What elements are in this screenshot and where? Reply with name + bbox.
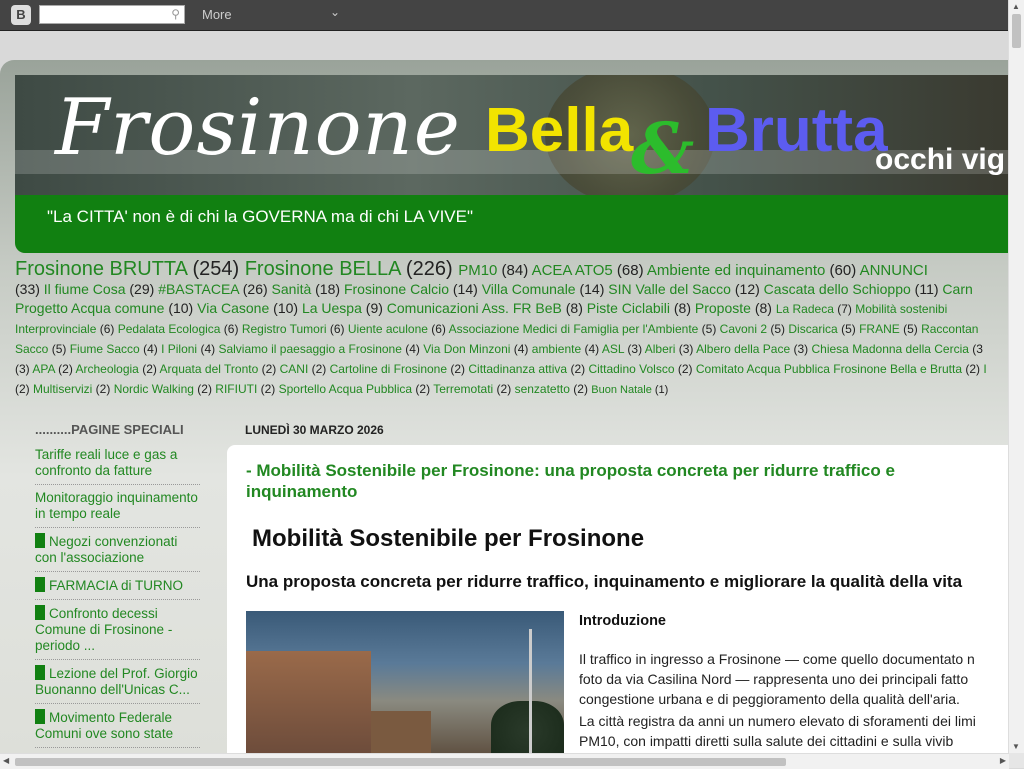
label-row — [15, 379, 1009, 400]
post-text-line: La città registra da anni un numero elevato di sforamenti dei limi — [579, 713, 976, 729]
label-count: (2) — [193, 382, 216, 396]
sidebar-page-link[interactable] — [35, 704, 200, 748]
label-link[interactable]: Comunicazioni Ass. FR BeB — [386, 300, 562, 316]
label-count: (5) — [767, 322, 789, 336]
sidebar-list — [35, 447, 200, 748]
green-marker-icon — [35, 605, 45, 620]
post-heading — [252, 525, 644, 553]
label-count: (2) — [567, 362, 589, 376]
label-count: (4) — [197, 342, 219, 356]
header-title-frosinone: Frosinone — [55, 83, 461, 173]
sidebar-page-label: FARMACIA di TURNO — [49, 578, 184, 593]
scroll-down-icon[interactable]: ▼ — [1012, 742, 1020, 751]
more-menu[interactable]: More — [202, 7, 232, 22]
header-title-brutta: Brutta — [705, 96, 888, 165]
label-count: (9) — [361, 300, 387, 316]
sidebar-page-label: Tariffe reali luce e gas a confronto da fatture — [35, 447, 178, 478]
label-count: (4) — [139, 342, 162, 356]
chevron-down-icon[interactable]: ⌄ — [330, 5, 341, 19]
label-count: (2) — [257, 382, 279, 396]
tagline-bar — [15, 195, 1009, 253]
post-heading-text: Mobilità Sostenibile per Frosinone — [252, 525, 645, 552]
post-text-line: congestione urbana e di peggioramento della qualità dell'aria. — [579, 691, 960, 707]
label-link[interactable]: Arquata del Tronto — [159, 362, 259, 376]
post-text-line: PM10, con impatti diretti sulla salute dei cittadini e sulla vivib — [579, 733, 954, 749]
sidebar-page-link[interactable] — [35, 528, 200, 572]
label-count: (4) — [581, 342, 602, 356]
label-count: (2) — [569, 382, 592, 396]
blog-header-banner[interactable] — [15, 75, 1009, 195]
label-count: (3) — [675, 342, 697, 356]
label-link[interactable]: Mobilità sostenibi — [855, 302, 948, 316]
label-count: (6) — [427, 322, 449, 336]
label-count: (8) — [670, 300, 695, 316]
label-link[interactable]: Raccontan — [921, 322, 979, 336]
label-link[interactable]: Il fiume Cosa — [43, 281, 126, 297]
label-link[interactable]: Frosinone Calcio — [343, 281, 449, 297]
label-count: (2) — [54, 362, 76, 376]
sidebar-title: ..........PAGINE SPECIALI — [35, 422, 184, 437]
label-row — [15, 359, 1009, 379]
label-link[interactable]: senzatetto — [514, 382, 570, 396]
label-link[interactable]: Fiume Sacco — [69, 342, 140, 356]
green-marker-icon — [35, 665, 45, 680]
label-count: (2) — [962, 362, 984, 376]
photo-tree — [491, 701, 564, 753]
label-count: (14) — [575, 281, 609, 297]
label-link[interactable]: Progetto Acqua comune — [15, 300, 165, 316]
label-count: (5) — [48, 342, 70, 356]
label-link[interactable]: Carn — [942, 281, 973, 297]
label-link[interactable]: PM10 — [458, 262, 498, 279]
blog-page — [0, 60, 1009, 753]
label-link[interactable]: ANNUNCI — [859, 262, 928, 279]
label-row — [15, 319, 1009, 339]
search-input[interactable] — [39, 5, 185, 24]
sidebar-page-link[interactable] — [35, 660, 200, 704]
label-link[interactable]: La Uespa — [301, 300, 362, 316]
label-link[interactable]: Via Don Minzoni — [423, 342, 511, 356]
label-count: (2) — [138, 362, 160, 376]
label-count: (8) — [750, 300, 776, 316]
label-link[interactable]: Terremotati — [433, 382, 494, 396]
label-link[interactable]: Uiente aculone — [347, 322, 428, 336]
label-count: (3 — [968, 342, 983, 356]
photo-building — [246, 651, 371, 753]
label-count: (3) — [15, 362, 33, 376]
label-count: (18) — [311, 281, 344, 297]
label-link[interactable]: Sportello Acqua Pubblica — [278, 382, 413, 396]
label-count: (2) — [258, 362, 280, 376]
label-link[interactable]: Proposte — [694, 300, 751, 316]
label-count: (7) — [833, 302, 856, 316]
label-link[interactable]: Salviamo il paesaggio a Frosinone — [218, 342, 402, 356]
label-count: (1) — [651, 384, 669, 396]
blog-tagline: "La CITTA' non è di chi la GOVERNA ma di chi LA VIVE" — [47, 207, 474, 226]
traffic-photo[interactable] — [246, 611, 564, 753]
sidebar-page-label: Lezione del Prof. Giorgio Buonanno dell'Unicas C... — [35, 666, 198, 697]
label-count: (5) — [899, 322, 922, 336]
label-link[interactable]: Piste Ciclabili — [586, 300, 670, 316]
post-text-line: Il traffico in ingresso a Frosinone — come quello documentato n — [579, 651, 975, 667]
label-link[interactable]: Via Casone — [197, 300, 270, 316]
green-marker-icon — [35, 709, 45, 724]
scrollbar-corner — [1009, 753, 1024, 768]
label-count: (254) — [186, 258, 245, 280]
label-link[interactable]: Cascata dello Schioppo — [763, 281, 911, 297]
label-link[interactable]: Ambiente ed inquinamento — [646, 262, 826, 279]
post-subheading: Una proposta concreta per ridurre traffico, inquinamento e migliorare la qualità della vita — [246, 572, 963, 591]
label-count: (6) — [220, 322, 242, 336]
label-link[interactable]: Discarica — [788, 322, 838, 336]
label-link[interactable]: ACEA ATO5 — [531, 262, 613, 279]
sidebar-page-link[interactable] — [35, 447, 200, 485]
post-body — [227, 445, 1009, 753]
label-link[interactable]: #BASTACEA — [158, 281, 239, 297]
label-count: (2) — [92, 382, 114, 396]
label-link[interactable]: Chiesa Madonna della Cercia — [811, 342, 969, 356]
label-count: (2) — [447, 362, 469, 376]
label-link[interactable]: Alberi — [644, 342, 676, 356]
sidebar-page-link[interactable] — [35, 572, 200, 600]
label-link[interactable]: Buon Natale — [591, 384, 652, 396]
label-count: (5) — [698, 322, 720, 336]
label-link[interactable]: Sanità — [271, 281, 312, 297]
label-count: (2) — [15, 382, 33, 396]
horizontal-scrollbar[interactable] — [0, 753, 1009, 769]
intro-heading-text: Introduzione — [579, 613, 666, 629]
label-link[interactable]: Albero della Pace — [696, 342, 791, 356]
label-count: (10) — [269, 300, 302, 316]
label-count: (84) — [497, 262, 532, 279]
post-text — [579, 649, 1009, 751]
sidebar-page-link[interactable] — [35, 600, 200, 660]
label-link[interactable]: Frosinone BELLA — [244, 258, 401, 280]
label-count: (5) — [837, 322, 860, 336]
header-title-ampersand: & — [631, 107, 695, 190]
label-count: (68) — [612, 262, 647, 279]
label-link[interactable]: RIFIUTI — [215, 382, 258, 396]
label-row — [15, 299, 1009, 319]
label-link[interactable]: Interprovinciale — [15, 322, 97, 336]
sidebar-page-link[interactable] — [35, 485, 200, 528]
label-link[interactable]: La Radeca — [775, 302, 834, 316]
label-link[interactable]: FRANE — [859, 322, 900, 336]
photo-building-small — [371, 711, 431, 753]
label-link[interactable]: Comitato Acqua Pubblica Frosinone Bella e Brutta — [695, 362, 963, 376]
label-link[interactable]: Cittadinanza attiva — [468, 362, 568, 376]
blogger-logo-icon[interactable]: B — [11, 5, 31, 25]
label-link[interactable]: Cartoline di Frosinone — [329, 362, 448, 376]
search-icon[interactable]: ⚲ — [171, 7, 180, 21]
label-link[interactable]: Nordic Walking — [113, 382, 194, 396]
post-date: LUNEDÌ 30 MARZO 2026 — [245, 423, 384, 437]
label-count: (12) — [730, 281, 764, 297]
label-count: (2) — [308, 362, 330, 376]
scroll-right-icon[interactable]: ▶ — [999, 756, 1006, 765]
label-link[interactable]: I Piloni — [161, 342, 198, 356]
label-link[interactable]: Cavoni 2 — [719, 322, 768, 336]
label-row — [15, 339, 1009, 359]
intro-heading — [579, 613, 666, 629]
label-count: (226) — [400, 258, 459, 280]
label-count: (3) — [624, 342, 645, 356]
label-count: (26) — [238, 281, 272, 297]
label-count: (2) — [493, 382, 515, 396]
label-count: (3) — [790, 342, 812, 356]
label-link[interactable]: Frosinone BRUTTA — [15, 258, 187, 280]
header-title-bella: Bella — [485, 96, 634, 165]
label-link[interactable]: APA — [32, 362, 55, 376]
label-cloud — [15, 260, 1009, 400]
green-marker-icon — [35, 533, 45, 548]
label-count: (11) — [910, 281, 943, 297]
post-title-link[interactable]: - Mobilità Sostenibile per Frosinone: una proposta concreta per ridurre traffico e inquinamento — [246, 461, 895, 501]
label-link[interactable]: Pedalata Ecologica — [117, 322, 221, 336]
label-link[interactable]: I — [983, 362, 987, 376]
label-link[interactable]: Villa Comunale — [481, 281, 576, 297]
label-count: (6) — [326, 322, 348, 336]
vertical-scrollbar[interactable] — [1008, 0, 1024, 753]
sidebar-page-label: Confronto decessi Comune di Frosinone - periodo ... — [35, 606, 173, 653]
label-count: (60) — [825, 262, 860, 279]
label-count: (6) — [96, 322, 118, 336]
label-count: (8) — [561, 300, 587, 316]
label-link[interactable]: ASL — [601, 342, 625, 356]
header-subtitle: occhi vig — [875, 143, 1006, 176]
sidebar-page-label: Monitoraggio inquinamento in tempo reale — [35, 490, 198, 521]
label-row — [15, 280, 1009, 299]
sidebar-page-label: Movimento Federale Comuni ove sono state — [35, 710, 174, 741]
post-text-line: foto da via Casilina Nord — rappresenta uno dei principali fatto — [579, 671, 969, 687]
photo-streetlight — [529, 629, 532, 753]
label-link[interactable]: Archeologia — [75, 362, 139, 376]
scroll-left-icon[interactable]: ◀ — [3, 756, 10, 765]
label-link[interactable]: SIN Valle del Sacco — [608, 281, 731, 297]
horizontal-scroll-thumb[interactable] — [15, 758, 786, 766]
label-link[interactable]: Cittadino Volsco — [588, 362, 675, 376]
label-count: (2) — [674, 362, 696, 376]
label-count: (14) — [449, 281, 482, 297]
label-link[interactable]: Associazione Medici di Famiglia per l'Ambiente — [448, 322, 699, 336]
green-marker-icon — [35, 577, 45, 592]
label-count: (29) — [125, 281, 159, 297]
vertical-scroll-thumb[interactable] — [1012, 14, 1021, 48]
label-count: (2) — [412, 382, 434, 396]
label-link[interactable]: ambiente — [531, 342, 582, 356]
label-count: (4) — [401, 342, 424, 356]
label-link[interactable]: Registro Tumori — [241, 322, 327, 336]
label-row — [15, 260, 1009, 280]
label-link[interactable]: Multiservizi — [33, 382, 93, 396]
sidebar — [35, 422, 200, 748]
label-count: (4) — [510, 342, 532, 356]
label-count: (33) — [15, 281, 44, 297]
blogger-navbar — [0, 0, 1009, 31]
scroll-up-icon[interactable]: ▲ — [1012, 2, 1020, 11]
label-count: (10) — [164, 300, 198, 316]
sidebar-page-label: Negozi convenzionati con l'associazione — [35, 534, 178, 565]
label-link[interactable]: CANI — [279, 362, 309, 376]
label-link[interactable]: Sacco — [15, 342, 49, 356]
